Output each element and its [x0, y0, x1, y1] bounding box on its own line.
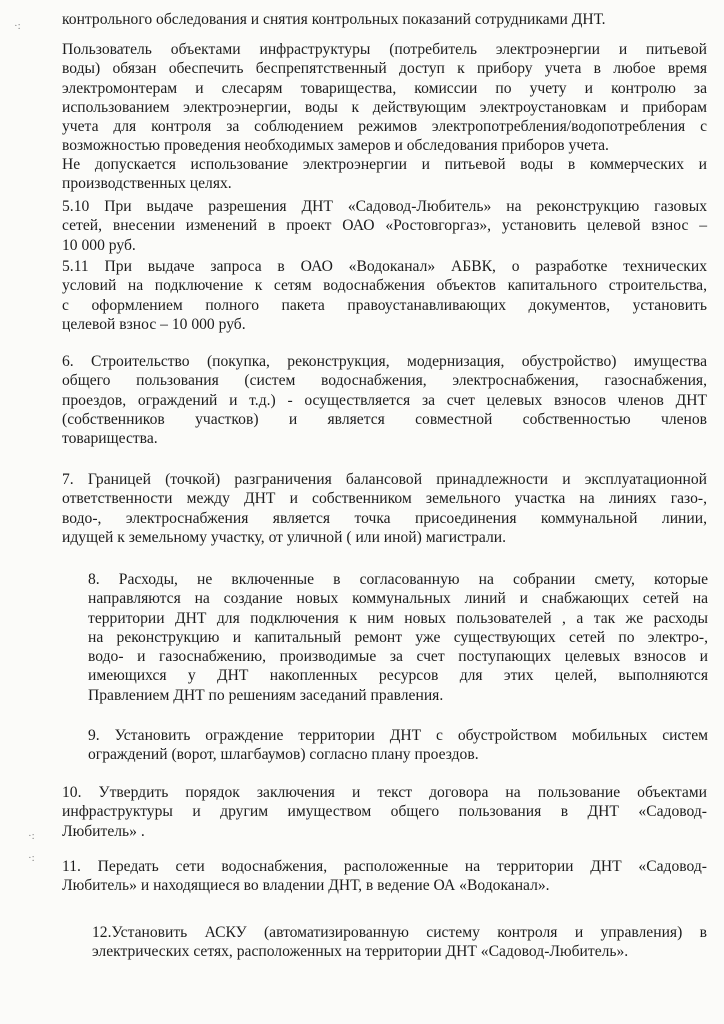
scan-speck: ·:: [14, 20, 21, 32]
clause-5-11: 5.11 При выдаче запроса в ОАО «Водоканал» АБВК, о разработке технических условий на подключение к сетям водоснабжения объектов капитального строительства, с оформлением полного пакета правоустанавливающих документов, установить целевой взнос – 10 000 руб.: [62, 258, 707, 333]
paragraph-access-obligation: Пользователь объектами инфраструктуры (потребитель электроэнергии и питьевой воды) обязан обеспечить беспрепятственный доступ к прибору учета в любое время электромонтерам и слесарям товарищества, комиссии по учету и контролю за использованием электроэнергии, воды к действующим электроустановкам и приборам учета для контроля за соблюдением режимов электропотребления/водопотребления с возможностью проведения необходимых замеров и обследования приборов учета.: [62, 41, 707, 155]
clause-12: 12.Установить АСКУ (автоматизированную систему контроля и управления) в электрических сетях, расположенных на территории ДНТ «Садовод-Любитель».: [92, 924, 707, 961]
clause-7: 7. Границей (точкой) разграничения балансовой принадлежности и эксплуатационной ответственности между ДНТ и собственником земельного участка на линиях газо-, водо-, электроснабжения является точка присоединения коммунальной линии, идущей к земельному участку, от уличной ( или иной) магистрали.: [62, 471, 707, 546]
clause-10: 10. Утвердить порядок заключения и текст договора на пользование объектами инфраструктуры и другим имуществом общего пользования в ДНТ «Садовод- Любитель» .: [62, 784, 707, 840]
paragraph-continuation: контрольного обследования и снятия контрольных показаний сотрудниками ДНТ.: [62, 11, 606, 28]
clause-8: 8. Расходы, не включенные в согласованную на собрании смету, которые направляются на создание новых коммунальных линий и снабжающих сетей на территории ДНТ для подключения к ним новых пользователей , а так же расходы на реконструкцию и капитальный ремонт уже существующих сетей по электро-, водо- и газоснабжению, производимые за счет поступающих целевых взносов и имеющихся у ДНТ накопленных ресурсов для этих целей, выполняются Правлением ДНТ по решениям заседаний правления.: [88, 571, 708, 704]
scan-speck: ·:: [28, 852, 35, 864]
clause-9: 9. Установить ограждение территории ДНТ с обустройством мобильных систем ограждений (ворот, шлагбаумов) согласно плану проездов.: [88, 727, 708, 764]
paragraph-commercial-use-ban: Не допускается использование электроэнергии и питьевой воды в коммерческих и производственных целях.: [62, 156, 707, 193]
clause-6: 6. Строительство (покупка, реконструкция, модернизация, обустройство) имущества общего пользования (систем водоснабжения, электроснабжения, газоснабжения, проездов, ограждений и т.д.) - осуществляется за счет целевых взносов членов ДНТ (собственников участков) и является совместной собственностью членов товарищества.: [62, 353, 707, 448]
clause-11: 11. Передать сети водоснабжения, расположенные на территории ДНТ «Садовод- Любитель» и находящиеся во владении ДНТ, в ведение ОА «Водоканал».: [62, 858, 707, 895]
clause-5-10: 5.10 При выдаче разрешения ДНТ «Садовод-Любитель» на реконструкцию газовых сетей, внесении изменений в проект ОАО «Ростовгоргаз», установить целевой взнос – 10 000 руб.: [62, 198, 707, 254]
scan-speck: ·:: [28, 830, 35, 842]
